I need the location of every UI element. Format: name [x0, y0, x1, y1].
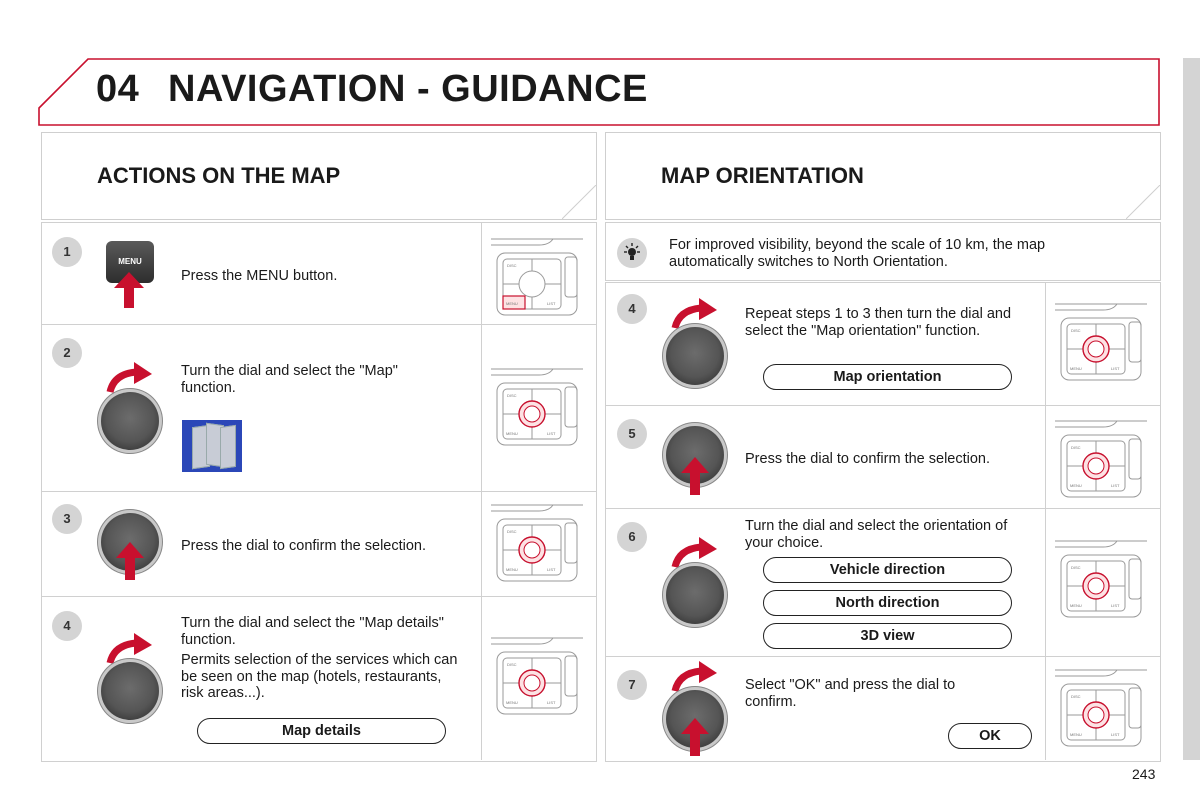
step-number: 3 [52, 504, 82, 534]
map-orientation-button[interactable]: Map orientation [763, 364, 1012, 390]
panel-label: MENU [506, 567, 518, 572]
step-number: 4 [617, 294, 647, 324]
panel-label: DISC [1071, 328, 1081, 333]
control-panel-diagram [489, 630, 585, 722]
vehicle-direction-option[interactable]: Vehicle direction [763, 557, 1012, 583]
dial-icon [666, 566, 724, 624]
menu-key-icon: MENU [106, 241, 154, 283]
map-function-icon [182, 420, 242, 472]
panel-label: MENU [506, 700, 518, 705]
panel-label: LIST [1111, 603, 1120, 608]
dial-icon [101, 392, 159, 450]
panel-label: DISC [507, 662, 517, 667]
divider [605, 405, 1160, 406]
step-text: Press the dial to confirm the selection. [181, 538, 427, 554]
panel-label: DISC [507, 529, 517, 534]
step-number: 6 [617, 522, 647, 552]
turn-arrow-icon [106, 362, 154, 396]
tip-text: For improved visibility, beyond the scale of 10 km, the map automatically switches to North Orientation. [669, 237, 1046, 270]
press-arrow-icon [114, 540, 146, 582]
panel-label: DISC [1071, 565, 1081, 570]
corner-fold [1126, 185, 1160, 219]
step-text: Turn the dial and select the "Map details" function. [181, 615, 444, 648]
control-panel-diagram [1053, 413, 1149, 505]
step-text: Select "OK" and press the dial to confirm. [745, 677, 956, 710]
control-panel-diagram [1053, 533, 1149, 625]
step-text: Press the dial to confirm the selection. [745, 451, 991, 467]
divider [41, 491, 596, 492]
panel-label: MENU [1070, 366, 1082, 371]
corner-fold [562, 185, 596, 219]
divider [605, 656, 1160, 657]
divider [41, 596, 596, 597]
lightbulb-icon [622, 243, 642, 263]
panel-label: LIST [1111, 732, 1120, 737]
divider [1045, 282, 1046, 760]
panel-label: MENU [1070, 603, 1082, 608]
left-section-header [41, 132, 597, 220]
panel-label: LIST [547, 431, 556, 436]
step-text: Repeat steps 1 to 3 then turn the dial and select the "Map orientation" function. [745, 306, 1012, 339]
panel-label: LIST [547, 700, 556, 705]
step-number: 1 [52, 237, 82, 267]
divider [41, 324, 596, 325]
panel-label: DISC [1071, 694, 1081, 699]
control-panel-diagram [1053, 296, 1149, 388]
control-panel-diagram [489, 361, 585, 453]
control-panel-diagram [1053, 662, 1149, 754]
panel-label: LIST [1111, 366, 1120, 371]
step-text: Turn the dial and select the "Map" function. [181, 363, 398, 396]
panel-label: DISC [1071, 445, 1081, 450]
dial-icon [666, 327, 724, 385]
right-section-header [605, 132, 1161, 220]
step-number: 5 [617, 419, 647, 449]
map-details-button[interactable]: Map details [197, 718, 446, 744]
dial-icon [101, 662, 159, 720]
left-section-title: ACTIONS ON THE MAP [97, 163, 341, 188]
press-arrow-icon [679, 716, 711, 758]
panel-label: MENU [506, 431, 518, 436]
panel-label: DISC [507, 393, 517, 398]
page-number: 243 [1132, 766, 1156, 782]
ok-button[interactable]: OK [948, 723, 1032, 749]
panel-label: LIST [547, 301, 556, 306]
north-direction-option[interactable]: North direction [763, 590, 1012, 616]
panel-label: DISC [507, 263, 517, 268]
step-number: 7 [617, 670, 647, 700]
press-arrow-icon [679, 455, 711, 497]
page-title: NAVIGATION - GUIDANCE [168, 68, 648, 110]
side-tab [1183, 58, 1200, 760]
chapter-number: 04 [96, 68, 140, 110]
step-number: 4 [52, 611, 82, 641]
control-panel-diagram [489, 497, 585, 589]
control-panel-diagram [489, 231, 585, 323]
right-section-title: MAP ORIENTATION [661, 163, 864, 188]
3d-view-option[interactable]: 3D view [763, 623, 1012, 649]
step-number: 2 [52, 338, 82, 368]
panel-label: MENU [506, 301, 518, 306]
press-arrow-icon [112, 270, 146, 310]
panel-label: MENU [1070, 483, 1082, 488]
step-text: Turn the dial and select the orientation of your choice. [745, 518, 1008, 551]
panel-label: LIST [547, 567, 556, 572]
step-text: Press the MENU button. [181, 268, 338, 284]
step-description: Permits selection of the services which can be seen on the map (hotels, restaurants, risk areas...). [181, 652, 458, 701]
panel-label: MENU [1070, 732, 1082, 737]
divider [605, 508, 1160, 509]
panel-label: LIST [1111, 483, 1120, 488]
